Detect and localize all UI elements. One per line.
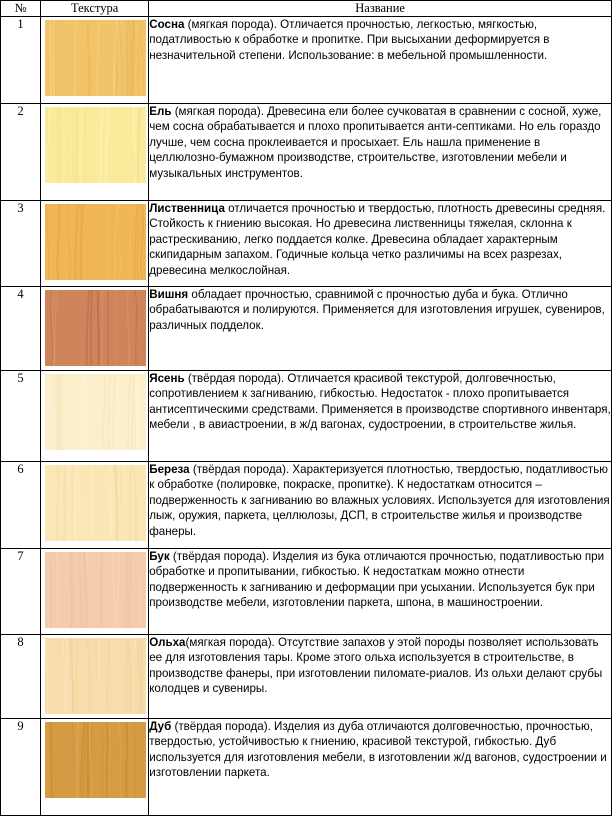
wood-species-name: Ясень: [149, 372, 185, 385]
wood-texture-swatch: [45, 374, 146, 450]
wood-description: [149, 371, 612, 462]
wood-description: [149, 104, 612, 201]
wood-species-name: Ольха: [149, 636, 186, 649]
wood-texture-swatch: [45, 465, 146, 541]
table-row: [1, 201, 612, 287]
table-row: [1, 549, 612, 635]
wood-species-name: Лиственница: [149, 202, 225, 215]
wood-species-text: (твёрдая порода). Отличается красивой текстурой, долговечностью, сопротивлением к загниванию, гибкостью. Недостаток - плохо пропитывается антисептическими средствами. Применяется в производстве спортивного инвентаря, мебели , в авиастроении, в ж/д вагонах, судостроении, в строительстве жилья.: [149, 372, 611, 432]
row-number: 1: [1, 17, 41, 104]
wood-species-name: Береза: [149, 463, 190, 476]
row-number: 4: [1, 287, 41, 371]
wood-species-text: (твёрдая порода). Характеризуется плотностью, твердостью, податливостью к обработке (полировке, покраске, пропитке). К недостаткам относится – подверженность к загниванию во влажных условиях. Используется для изготовления лыж, оружия, паркета, целлюлозы, ДСП, в строительстве жилья и производстве фанеры.: [149, 463, 610, 538]
wood-texture-swatch: [45, 722, 146, 798]
wood-texture-swatch: [45, 204, 146, 280]
wood-texture-swatch: [45, 552, 146, 628]
table-row: [1, 17, 612, 104]
row-number: 7: [1, 549, 41, 635]
table-header-row: [1, 1, 612, 17]
wood-species-text: (твёрдая порода). Изделия из дуба отличаются долговечностью, прочностью, твердостью, устойчивостью к гниению, красивой текстурой, гибкостью. Дуб используется для изготовления мебели, в изготовлении ж/д вагонов, судостроении и изготовлении паркета.: [149, 720, 607, 780]
table-row: [1, 462, 612, 549]
table-row: [1, 371, 612, 462]
wood-description: [149, 462, 612, 549]
row-number: 8: [1, 635, 41, 719]
wood-species-text: (мягкая порода). Древесина ели более сучковатая в сравнении с сосной, хуже, чем сосна обрабатывается и плохо пропитывается анти-септиками. Но ель гораздо лучше, чем сосна проклеивается и просыхает. Ель нашла применение в целлюлозно-бумажном производстве, строительстве, изготовлении мебели и музыкальных инструментов.: [149, 105, 602, 180]
row-number: 2: [1, 104, 41, 201]
wood-species-text: обладает прочностью, сравнимой с прочностью дуба и бука. Отлично обрабатываются и полируются. Применяется для изготовления игрушек, сувениров, различных подделок.: [149, 288, 605, 332]
header-number: №: [1, 1, 41, 17]
wood-texture-swatch: [45, 107, 146, 183]
wood-species-name: Ель: [149, 105, 172, 118]
wood-species-text: отличается прочностью и твердостью, плотность древесины средняя. Стойкость к гниению высокая. Но древесина лиственницы тяжелая, склонна к растрескиванию, легко поддается колке. Древесина обладает характерным скипидарным запахом. Годичные кольца четко различимы на всех разрезах, древесина мелкослойная.: [149, 202, 606, 277]
wood-description: [149, 635, 612, 719]
wood-species-name: Дуб: [149, 720, 172, 733]
header-texture: Текстура: [41, 1, 149, 17]
wood-species-name: Сосна: [149, 18, 185, 31]
wood-texture-swatch: [45, 638, 146, 714]
wood-species-name: Бук: [149, 550, 170, 563]
table-row: [1, 635, 612, 719]
table-row: [1, 719, 612, 816]
wood-species-name: Вишня: [149, 288, 189, 301]
wood-species-text: (мягкая порода). Отсутствие запахов у этой породы позволяет использовать ее для изготовления тары. Кроме этого ольха используется в строительстве, в производстве фанеры, при изготовлении пиломате-риалов. Из ольхи делают срубы колодцев и сувениры.: [149, 636, 603, 696]
row-number: 9: [1, 719, 41, 816]
wood-description: [149, 17, 612, 104]
row-number: 6: [1, 462, 41, 549]
wood-species-text: (мягкая порода). Отличается прочностью, легкостью, мягкостью, податливостью к обработке и пропитке. При высыхании деформируется в незначительной степени. Использование: в мебельной промышленности.: [149, 18, 550, 62]
wood-description: [149, 549, 612, 635]
wood-description: [149, 287, 612, 371]
row-number: 5: [1, 371, 41, 462]
table-row: [1, 287, 612, 371]
wood-texture-swatch: [45, 20, 146, 96]
wood-texture-swatch: [45, 290, 146, 366]
wood-description: [149, 719, 612, 816]
header-name: Название: [149, 1, 612, 17]
row-number: 3: [1, 201, 41, 287]
wood-description: [149, 201, 612, 287]
wood-species-text: (твёрдая порода). Изделия из бука отличаются прочностью, податливостью при обработке и пропитывании, гибкостью. К недостаткам можно отнести подверженность к загниванию и деформации при усыхании. Используется бук при производстве мебели, изготовлении паркета, шпона, в машиностроении.: [149, 550, 605, 610]
table-row: [1, 104, 612, 201]
